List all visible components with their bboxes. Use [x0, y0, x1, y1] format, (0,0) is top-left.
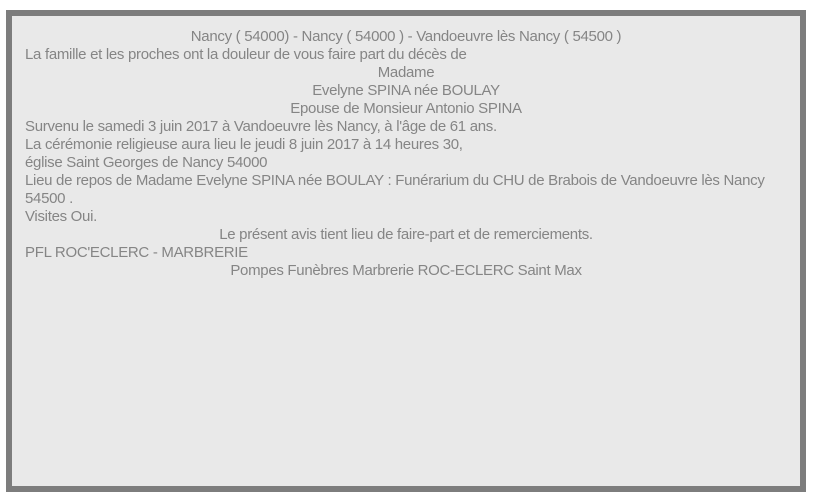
ceremony-line-1: La cérémonie religieuse aura lieu le jeudi 8 juin 2017 à 14 heures 30, [25, 136, 463, 153]
funeral-home-line: PFL ROC'ECLERC - MARBRERIE [25, 244, 248, 261]
salutation-line: Madame [377, 64, 435, 81]
death-line: Survenu le samedi 3 juin 2017 à Vandoeuvre lès Nancy, à l'âge de 61 ans. [25, 118, 497, 135]
closing-line: Le présent avis tient lieu de faire-part et de remerciements. [219, 226, 593, 243]
intro-line: La famille et les proches ont la douleur de vous faire part du décès de [25, 46, 467, 63]
locations-line: Nancy ( 54000) - Nancy ( 54000 ) - Vandoeuvre lès Nancy ( 54500 ) [190, 28, 622, 45]
deceased-name-title: Evelyne SPINA née BOULAY [312, 82, 500, 99]
repose-paragraph [25, 172, 787, 208]
funeral-services-line: Pompes Funèbres Marbrerie ROC-ECLERC Saint Max [230, 262, 582, 279]
spouse-line: Epouse de Monsieur Antonio SPINA [290, 100, 522, 117]
ceremony-paragraph [25, 136, 787, 172]
repose-line-1: Lieu de repos de Madame Evelyne SPINA née BOULAY : Funérarium du CHU de Brabois de Vandoeuvre lès Nancy [25, 172, 765, 189]
repose-line-2: 54500 . [25, 190, 73, 207]
visits-line: Visites Oui. [25, 208, 97, 225]
death-notice-card [6, 10, 806, 492]
ceremony-line-2: église Saint Georges de Nancy 54000 [25, 154, 268, 171]
